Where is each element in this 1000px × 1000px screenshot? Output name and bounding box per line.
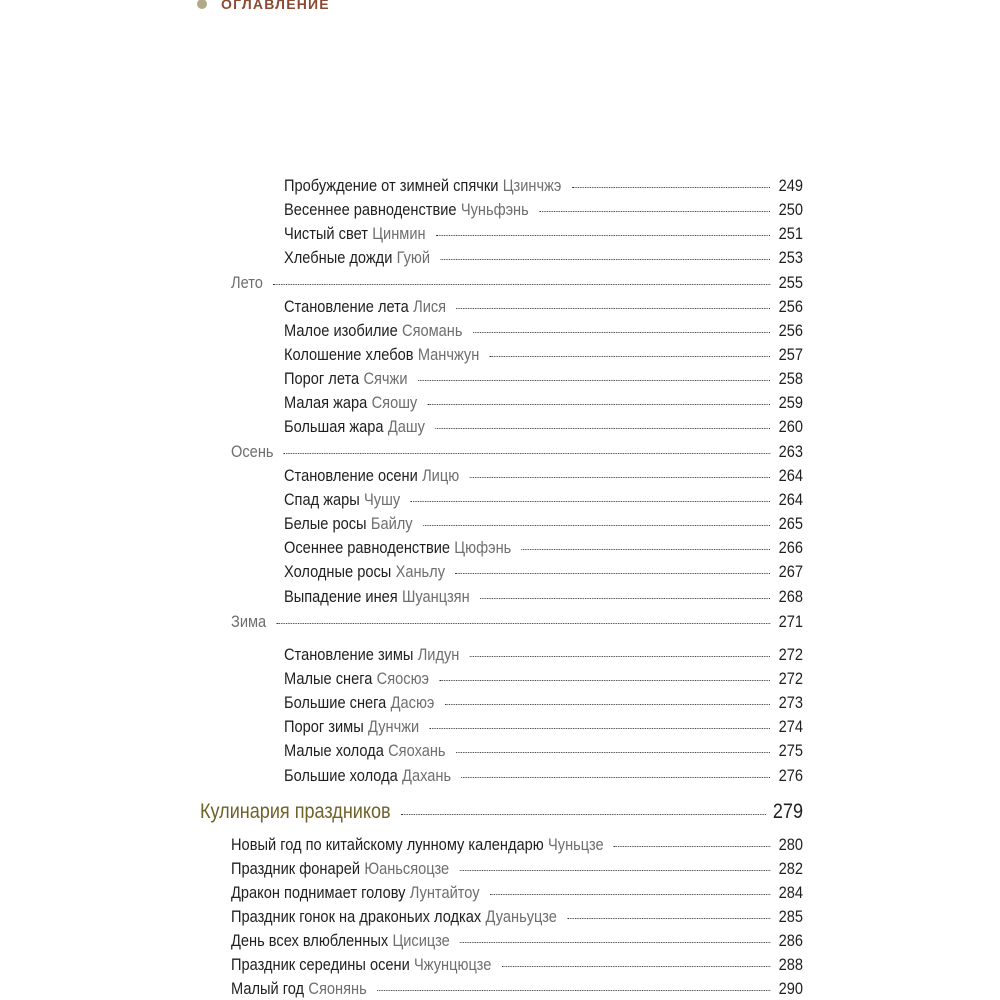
dot-leader <box>470 656 771 657</box>
toc-page-number: 288 <box>778 955 803 974</box>
toc-entry-title: Чистый свет <box>284 224 368 243</box>
toc-page-number: 285 <box>778 907 803 926</box>
toc-entry-title: Большие холода <box>284 766 398 785</box>
toc-entry-transliteration: Дасюэ <box>390 693 435 712</box>
toc-entry[interactable] <box>284 368 803 390</box>
toc-entry-title: Порог зимы <box>284 717 364 736</box>
toc-entry-title: Большая жара <box>284 417 384 436</box>
toc-entry-transliteration: Байлу <box>370 514 413 533</box>
dot-leader <box>439 680 770 681</box>
dot-leader <box>377 990 770 991</box>
bullet-dot-icon <box>197 0 207 9</box>
dot-leader <box>460 942 770 943</box>
dot-leader <box>522 549 771 550</box>
toc-entry[interactable] <box>284 199 803 221</box>
toc-entry[interactable] <box>231 954 803 976</box>
toc-entry[interactable] <box>284 692 803 714</box>
toc-page-number: 263 <box>778 442 803 461</box>
toc-entry[interactable] <box>284 223 803 245</box>
toc-page-number: 250 <box>778 200 803 219</box>
dot-leader <box>273 284 770 285</box>
toc-entry-transliteration: Чжунцюцзе <box>414 955 492 974</box>
toc-page-number: 257 <box>778 345 803 364</box>
toc-entry[interactable] <box>284 392 803 414</box>
dot-leader <box>480 598 770 599</box>
toc-page-number: 267 <box>778 562 803 581</box>
toc-entry-title: Малое изобилие <box>284 321 398 340</box>
toc-entry[interactable] <box>231 882 803 904</box>
toc-entry[interactable] <box>284 489 803 511</box>
toc-entry-title: Новый год по китайскому лунному календарю <box>231 835 544 854</box>
dot-leader <box>461 777 770 778</box>
toc-page-number: 275 <box>778 741 803 760</box>
toc-entry-title: Белые росы <box>284 514 367 533</box>
toc-entry-title: Становление лета <box>284 297 409 316</box>
toc-entry[interactable] <box>231 930 803 952</box>
toc-page-number: 258 <box>778 369 803 388</box>
toc-entry-transliteration: Чуньфэнь <box>460 200 529 219</box>
page-header <box>197 0 330 12</box>
dot-leader <box>435 428 770 429</box>
toc-entry[interactable] <box>284 586 803 608</box>
toc-page-number: 266 <box>778 538 803 557</box>
toc-page-number: 273 <box>778 693 803 712</box>
toc-entry[interactable] <box>284 765 803 787</box>
toc-entry[interactable] <box>284 175 803 197</box>
toc-page-number: 279 <box>772 800 803 823</box>
toc-entry-title: Пробуждение от зимней спячки <box>284 176 499 195</box>
toc-entry-title: Большие снега <box>284 693 387 712</box>
toc-entry-title: Выпадение инея <box>284 587 398 606</box>
toc-entry[interactable] <box>284 416 803 438</box>
toc-entry-title: Дракон поднимает голову <box>231 883 406 902</box>
toc-entry-title: Малый год <box>231 979 305 998</box>
toc-entry[interactable] <box>284 465 803 487</box>
dot-leader <box>502 966 771 967</box>
toc-entry-title: Осеннее равноденствие <box>284 538 451 557</box>
toc-section-heading[interactable] <box>200 801 803 823</box>
toc-entry[interactable] <box>284 320 803 342</box>
toc-entry[interactable] <box>231 441 803 463</box>
toc-page-number: 286 <box>778 931 803 950</box>
dot-leader <box>423 525 770 526</box>
toc-entry-title: Холодные росы <box>284 562 392 581</box>
toc-entry-title: Становление осени <box>284 466 418 485</box>
toc-page-number: 271 <box>778 612 803 631</box>
toc-page-number: 265 <box>778 514 803 533</box>
dot-leader <box>459 870 770 871</box>
toc-page-number: 256 <box>778 297 803 316</box>
toc-entry[interactable] <box>231 611 803 633</box>
toc-entry-transliteration: Цисицзе <box>392 931 450 950</box>
toc-entry[interactable] <box>231 978 803 1000</box>
toc-entry-transliteration: Чуньцзе <box>548 835 604 854</box>
toc-entry-title: Зима <box>231 612 267 631</box>
toc-entry-title: День всех влюбленных <box>231 931 389 950</box>
toc-entry[interactable] <box>284 344 803 366</box>
dot-leader <box>614 846 770 847</box>
dot-leader <box>418 380 771 381</box>
toc-entry-transliteration: Дашу <box>387 417 425 436</box>
toc-page-number: 284 <box>778 883 803 902</box>
toc-entry-transliteration: Лицю <box>422 466 460 485</box>
toc-entry-title: Малая жара <box>284 393 368 412</box>
toc-entry-transliteration: Сяосюэ <box>376 669 430 688</box>
toc-entry[interactable] <box>284 740 803 762</box>
toc-page-number: 256 <box>778 321 803 340</box>
toc-entry-title: Осень <box>231 442 274 461</box>
toc-entry-title: Малые снега <box>284 669 373 688</box>
toc-entry-transliteration: Гуюй <box>396 248 431 267</box>
toc-entry-transliteration: Сяохань <box>388 741 446 760</box>
toc-page-number: 249 <box>778 176 803 195</box>
toc-entry[interactable] <box>231 906 803 928</box>
toc-entry-title: Кулинария праздников <box>200 800 391 823</box>
dot-leader <box>276 623 770 624</box>
toc-entry[interactable] <box>284 644 803 666</box>
toc-entry-transliteration: Чушу <box>364 490 401 509</box>
dot-leader <box>455 573 770 574</box>
dot-leader <box>456 752 770 753</box>
dot-leader <box>539 211 770 212</box>
toc-entry-transliteration: Юаньсяоцзе <box>364 859 450 878</box>
toc-entry-transliteration: Лися <box>413 297 447 316</box>
toc-entry-transliteration: Цинмин <box>372 224 426 243</box>
toc-entry-transliteration: Дунчжи <box>368 717 420 736</box>
toc-entry-transliteration: Цзинчжэ <box>502 176 562 195</box>
toc-page-number: 272 <box>778 669 803 688</box>
dot-leader <box>284 453 770 454</box>
toc-page-number: 251 <box>778 224 803 243</box>
dot-leader <box>445 704 771 705</box>
toc-page-number: 264 <box>778 490 803 509</box>
dot-leader <box>572 187 771 188</box>
toc-page-number: 253 <box>778 248 803 267</box>
dot-leader <box>490 894 770 895</box>
toc-page-number: 282 <box>778 859 803 878</box>
toc-entry-title: Малые холода <box>284 741 384 760</box>
dot-leader <box>401 814 766 815</box>
toc-entry-title: Становление зимы <box>284 645 414 664</box>
toc-entry[interactable] <box>284 296 803 318</box>
toc-entry-title: Порог лета <box>284 369 360 388</box>
toc-entry[interactable] <box>284 513 803 535</box>
toc-entry-transliteration: Манчжун <box>417 345 480 364</box>
toc-page-number: 280 <box>778 835 803 854</box>
toc-entry[interactable] <box>231 272 803 294</box>
dot-leader <box>436 235 770 236</box>
toc-entry-transliteration: Дахань <box>402 766 452 785</box>
toc-entry-transliteration: Сяошу <box>371 393 418 412</box>
toc-entry[interactable] <box>284 537 803 559</box>
toc-page-number: 259 <box>778 393 803 412</box>
dot-leader <box>456 308 770 309</box>
toc-entry-title: Хлебные дожди <box>284 248 393 267</box>
toc-entry-transliteration: Шуанцзян <box>401 587 470 606</box>
toc-entry-title: Праздник фонарей <box>231 859 361 878</box>
dot-leader <box>567 918 770 919</box>
toc-entry-transliteration: Сяонянь <box>308 979 367 998</box>
toc-entry[interactable] <box>284 561 803 583</box>
toc-page-number: 276 <box>778 766 803 785</box>
toc-entry-transliteration: Дуаньуцзе <box>485 907 557 926</box>
toc-page-number: 268 <box>778 587 803 606</box>
toc-entry-transliteration: Сячжи <box>363 369 408 388</box>
toc-page-number: 260 <box>778 417 803 436</box>
dot-leader <box>430 728 771 729</box>
header-label: ОГЛАВЛЕНИЕ <box>221 0 330 12</box>
toc-page-number: 255 <box>778 273 803 292</box>
dot-leader <box>469 477 770 478</box>
toc-entry-transliteration: Лидун <box>417 645 460 664</box>
toc-entry-title: Лето <box>231 273 263 292</box>
toc-entry-transliteration: Ханьлу <box>395 562 446 581</box>
toc-page-number: 272 <box>778 645 803 664</box>
toc-entry-transliteration: Сяомань <box>402 321 463 340</box>
toc-entry[interactable] <box>231 834 803 856</box>
toc-entry-title: Праздник середины осени <box>231 955 410 974</box>
toc-page-number: 264 <box>778 466 803 485</box>
toc-entry-transliteration: Цюфэнь <box>454 538 512 557</box>
toc-entry-title: Праздник гонок на драконьих лодках <box>231 907 482 926</box>
dot-leader <box>440 259 770 260</box>
toc-entry[interactable] <box>231 858 803 880</box>
toc-entry-title: Колошение хлебов <box>284 345 414 364</box>
toc-page-number: 290 <box>778 979 803 998</box>
toc-entry-title: Весеннее равноденствие <box>284 200 457 219</box>
dot-leader <box>410 501 770 502</box>
toc-entry[interactable] <box>284 716 803 738</box>
dot-leader <box>490 356 771 357</box>
toc-entry[interactable] <box>284 247 803 269</box>
toc-page-number: 274 <box>778 717 803 736</box>
dot-leader <box>473 332 771 333</box>
dot-leader <box>428 404 771 405</box>
toc-entry[interactable] <box>284 668 803 690</box>
toc-entry-transliteration: Лунтайтоу <box>409 883 480 902</box>
toc-entry-title: Спад жары <box>284 490 360 509</box>
